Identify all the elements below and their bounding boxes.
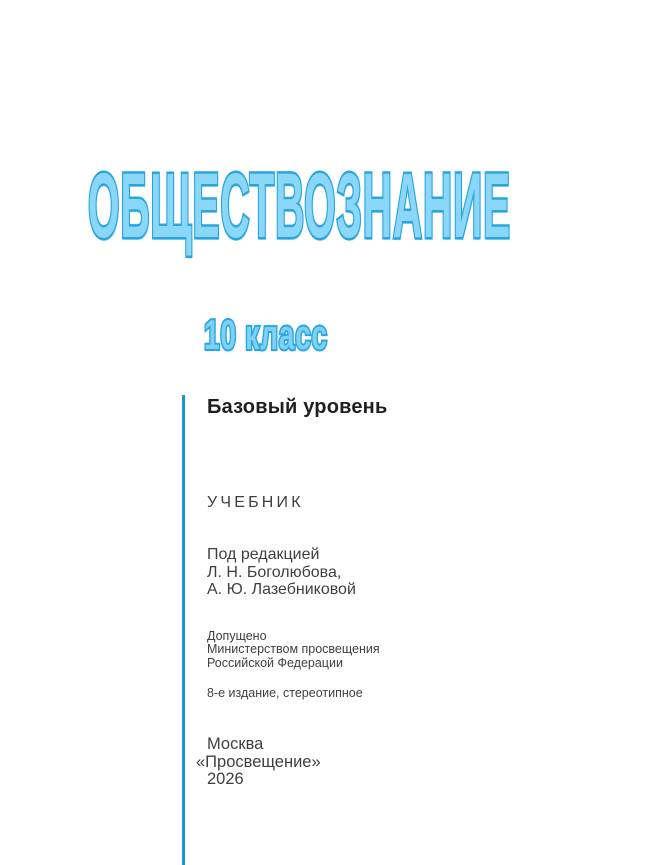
book-title: ОБЩЕСТВОЗНАНИЕ: [88, 155, 511, 257]
vertical-rule: [182, 395, 185, 865]
editor-name-line: Л. Н. Боголюбова,: [207, 563, 342, 581]
book-type-label: УЧЕБНИК: [207, 494, 304, 511]
level-label: Базовый уровень: [207, 396, 388, 418]
approval-block: [207, 630, 380, 670]
imprint-block: [196, 735, 321, 789]
editor-name-line: А. Ю. Лазебниковой: [207, 581, 356, 598]
imprint-city: Москва: [207, 735, 264, 753]
grade-label: 10 класс: [204, 311, 328, 358]
approval-line: Российской Федерации: [207, 655, 343, 670]
approval-line: Министерством просвещения: [207, 642, 380, 657]
editors-intro-line: Под редакцией: [207, 546, 320, 563]
imprint-publisher: «Просвещение»: [196, 752, 321, 771]
imprint-year: 2026: [207, 770, 244, 789]
edition-note: 8-е издание, стереотипное: [207, 686, 363, 700]
editors-block: [207, 546, 356, 599]
approval-line: Допущено: [207, 629, 267, 643]
